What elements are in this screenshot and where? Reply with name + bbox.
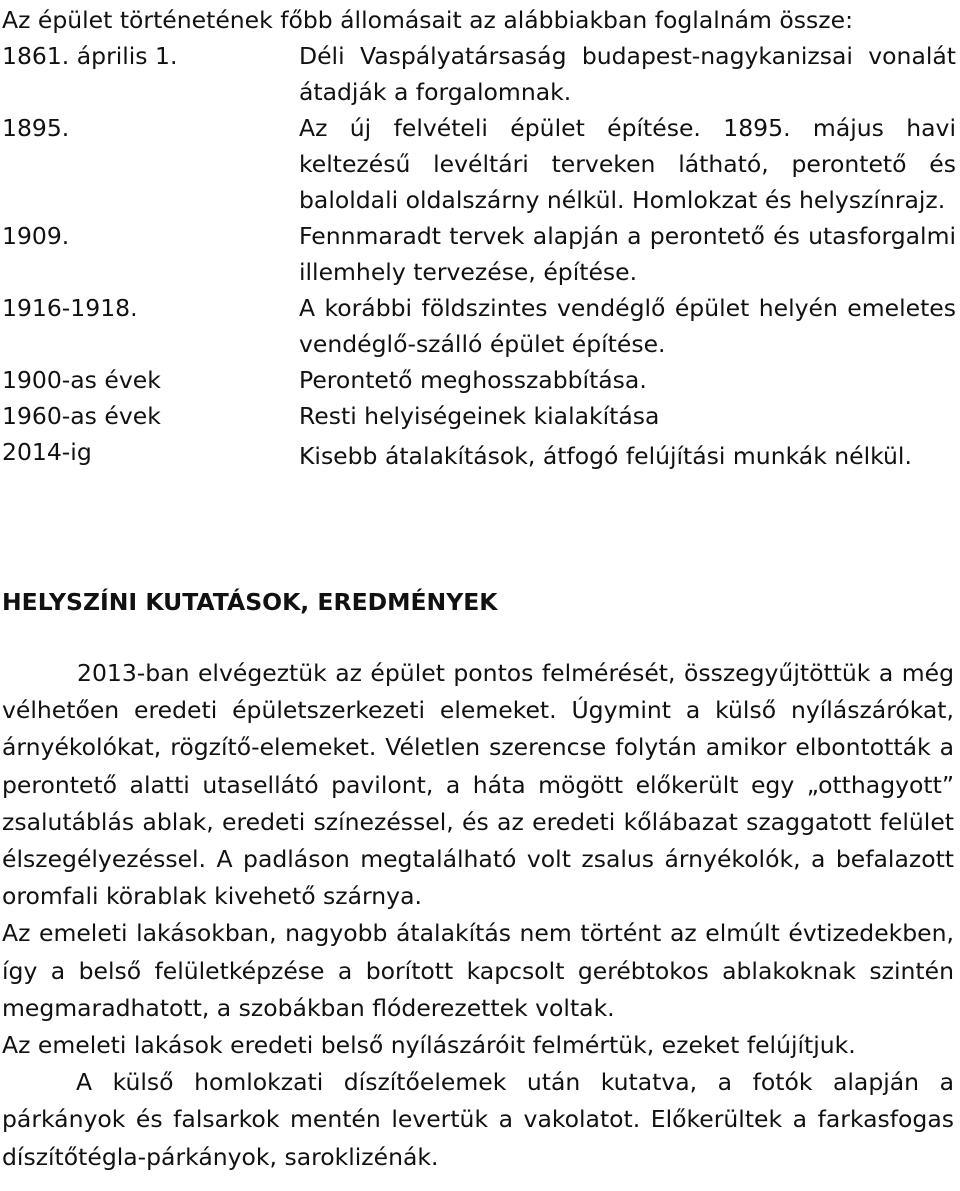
body-text <box>2 655 954 1176</box>
paragraph: Az emeleti lakások eredeti belső nyílászáróit felmértük, ezeket felújítjuk. <box>2 1031 856 1060</box>
timeline-description: Fennmaradt tervek alapján a perontető és utasforgalmi illemhely tervezése, építése. <box>299 222 956 286</box>
timeline-date: 1916-1918. <box>2 294 138 322</box>
timeline-row <box>0 290 960 362</box>
timeline-row <box>0 434 960 478</box>
paragraph: A külső homlokzati díszítőelemek után kutatva, a fotók alapján a párkányok és falsarkok mentén levertük a vakolatot. Előkerültek a farkasfogas díszítőtégla-párkányok, saroklizénák. <box>2 1068 954 1171</box>
timeline-row <box>0 218 960 290</box>
timeline-date: 1861. április 1. <box>2 42 178 70</box>
timeline-description: Perontető meghosszabbítása. <box>299 366 647 394</box>
timeline <box>0 38 960 478</box>
timeline-date: 1909. <box>2 222 70 250</box>
paragraph: Az emeleti lakásokban, nagyobb átalakítás nem történt az elmúlt évtizedekben, így a belső felületképzése a borított kapcsolt gerébtokos ablakoknak szintén megmaradhatott, a szobákban flóderezettek voltak. <box>2 919 954 1022</box>
timeline-date: 2014-ig <box>2 438 92 466</box>
timeline-description: Resti helyiségeinek kialakítása <box>299 402 660 430</box>
timeline-row <box>0 110 960 218</box>
timeline-row <box>0 362 960 398</box>
section-heading: HELYSZÍNI KUTATÁSOK, EREDMÉNYEK <box>2 588 498 616</box>
timeline-description: Az új felvételi épület építése. 1895. május havi keltezésű levéltári terveken látható, perontető és baloldali oldalszárny nélkül. Homlokzat és helyszínrajz. <box>299 114 956 214</box>
intro-sentence: Az épület történetének főbb állomásait az alábbiakban foglalnám össze: <box>2 6 853 34</box>
timeline-date: 1960-as évek <box>2 402 161 430</box>
timeline-date: 1895. <box>2 114 70 142</box>
timeline-description: Kisebb átalakítások, átfogó felújítási munkák nélkül. <box>299 442 912 470</box>
timeline-description: A korábbi földszintes vendéglő épület helyén emeletes vendéglő-szálló épület építése. <box>299 294 956 358</box>
timeline-description: Déli Vaspályatársaság budapest-nagykanizsai vonalát átadják a forgalomnak. <box>299 42 956 106</box>
timeline-row <box>0 398 960 434</box>
paragraph: 2013-ban elvégeztük az épület pontos felmérését, összegyűjtöttük a még vélhetően eredeti épületszerkezeti elemeket. Úgymint a külső nyílászárókat, árnyékolókat, rögzítő-elemeket. Véletlen szerencse folytán amikor elbontották a perontető alatti utasellátó pavilont, a háta mögött előkerült egy „otthagyott” zsalutáblás ablak, eredeti színezéssel, és az eredeti kőlábazat szaggatott felület élszegélyezéssel. A padláson megtalálható volt zsalus árnyékolók, a befalazott oromfali körablak kivehető szárnya. <box>2 659 954 911</box>
timeline-date: 1900-as évek <box>2 366 161 394</box>
timeline-row <box>0 38 960 110</box>
